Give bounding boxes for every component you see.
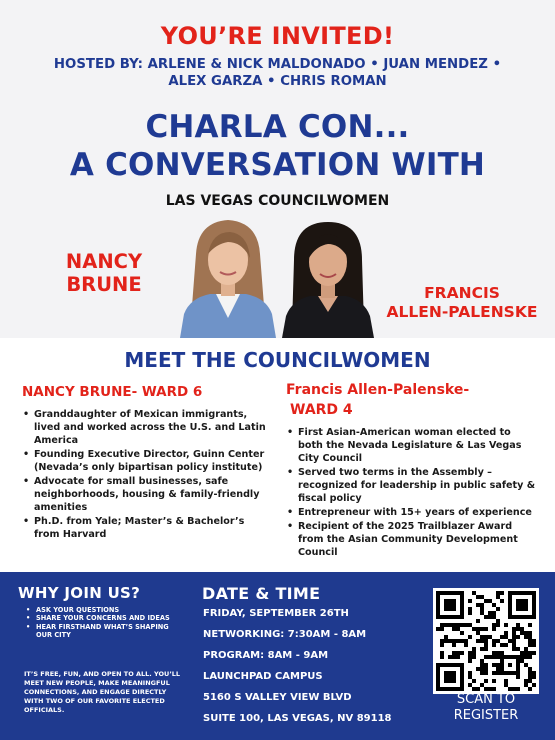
venue-name: LAUNCHPAD CAMPUS	[203, 671, 323, 682]
list-item: • ASK YOUR QUESTIONS	[26, 606, 186, 614]
venue-city: SUITE 100, LAS VEGAS, NV 89118	[203, 713, 392, 724]
nancy-portrait-illustration	[176, 214, 280, 338]
why-join-list	[26, 606, 186, 640]
event-date: FRIDAY, SEPTEMBER 26TH	[203, 608, 349, 619]
footer-section	[0, 572, 555, 740]
francis-photo	[280, 216, 376, 338]
francis-name-line-1: FRANCIS	[424, 284, 500, 302]
headline-line-2: A CONVERSATION WITH	[69, 147, 486, 183]
list-item: • Recipient of the 2025 Trailblazer Award from the Asian Community Development Council	[286, 520, 536, 559]
list-item: • Served two terms in the Assembly – recognized for leadership in public safety & fiscal policy	[286, 466, 536, 505]
nancy-column	[22, 382, 272, 542]
scan-to-register-label	[428, 692, 544, 724]
nancy-name-label	[40, 250, 168, 296]
list-item: • Founding Executive Director, Guinn Center (Nevada’s only bipartisan policy institute)	[22, 448, 272, 474]
francis-name-label	[372, 284, 552, 322]
program-time: PROGRAM: 8AM - 9AM	[203, 650, 329, 661]
list-item: • Advocate for small businesses, safe neighborhoods, housing & family-friendly amenities	[22, 475, 272, 514]
nancy-bullets	[22, 408, 272, 541]
headline	[0, 108, 555, 184]
venue-address: 5160 S VALLEY VIEW BLVD	[203, 692, 352, 703]
scan-line-1: SCAN TO	[456, 692, 516, 707]
networking-time: NETWORKING: 7:30AM - 8AM	[203, 629, 367, 640]
why-join-title: WHY JOIN US?	[18, 584, 141, 602]
headline-line-1: CHARLA CON...	[145, 109, 410, 145]
list-item: • HEAR FIRSTHAND WHAT’S SHAPING OUR CITY	[26, 623, 186, 640]
date-time-details	[203, 608, 423, 734]
scan-line-2: REGISTER	[453, 708, 519, 723]
francis-heading-line-2: WARD 4	[290, 402, 353, 418]
header-section	[0, 0, 555, 338]
nancy-name-line-2: BRUNE	[66, 273, 142, 296]
list-item: • Entrepreneur with 15+ years of experience	[286, 506, 536, 519]
hosts-line-1: HOSTED BY: ARLENE & NICK MALDONADO • JUAN MENDEZ •	[53, 57, 502, 72]
invite-title: YOU’RE INVITED!	[160, 22, 395, 50]
list-item: • Granddaughter of Mexican immigrants, lived and worked across the U.S. and Latin America	[22, 408, 272, 447]
why-join-note: IT’S FREE, FUN, AND OPEN TO ALL. YOU’LL MEET NEW PEOPLE, MAKE MEANINGFUL CONNECTIONS, AND ENGAGE DIRECTLY WITH TWO OF OUR FAVORITE ELECTED OFFICIALS.	[24, 670, 181, 714]
francis-column	[286, 380, 536, 560]
list-item: • Ph.D. from Yale; Master’s & Bachelor’s from Harvard	[22, 515, 272, 541]
francis-portrait-illustration	[280, 216, 376, 338]
list-item: • SHARE YOUR CONCERNS AND IDEAS	[26, 614, 186, 622]
date-time-title: DATE & TIME	[202, 584, 321, 603]
francis-heading-line-1: Francis Allen-Palenske-	[286, 382, 470, 398]
hosts-text	[20, 56, 535, 90]
nancy-heading: NANCY BRUNE- WARD 6	[22, 384, 203, 400]
qr-code-icon[interactable]	[433, 588, 539, 694]
nancy-photo	[176, 214, 280, 338]
list-item: • First Asian-American woman elected to both the Nevada Legislature & Las Vegas City Council	[286, 426, 536, 465]
francis-name-line-2: ALLEN-PALENSKE	[386, 303, 538, 321]
meet-title: MEET THE COUNCILWOMEN	[124, 348, 431, 372]
hosts-line-2: ALEX GARZA • CHRIS ROMAN	[168, 74, 387, 89]
subheadline: LAS VEGAS COUNCILWOMEN	[165, 193, 390, 209]
francis-bullets	[286, 426, 536, 559]
qr-code-graphic	[436, 591, 536, 691]
nancy-name-line-1: NANCY	[65, 250, 143, 273]
